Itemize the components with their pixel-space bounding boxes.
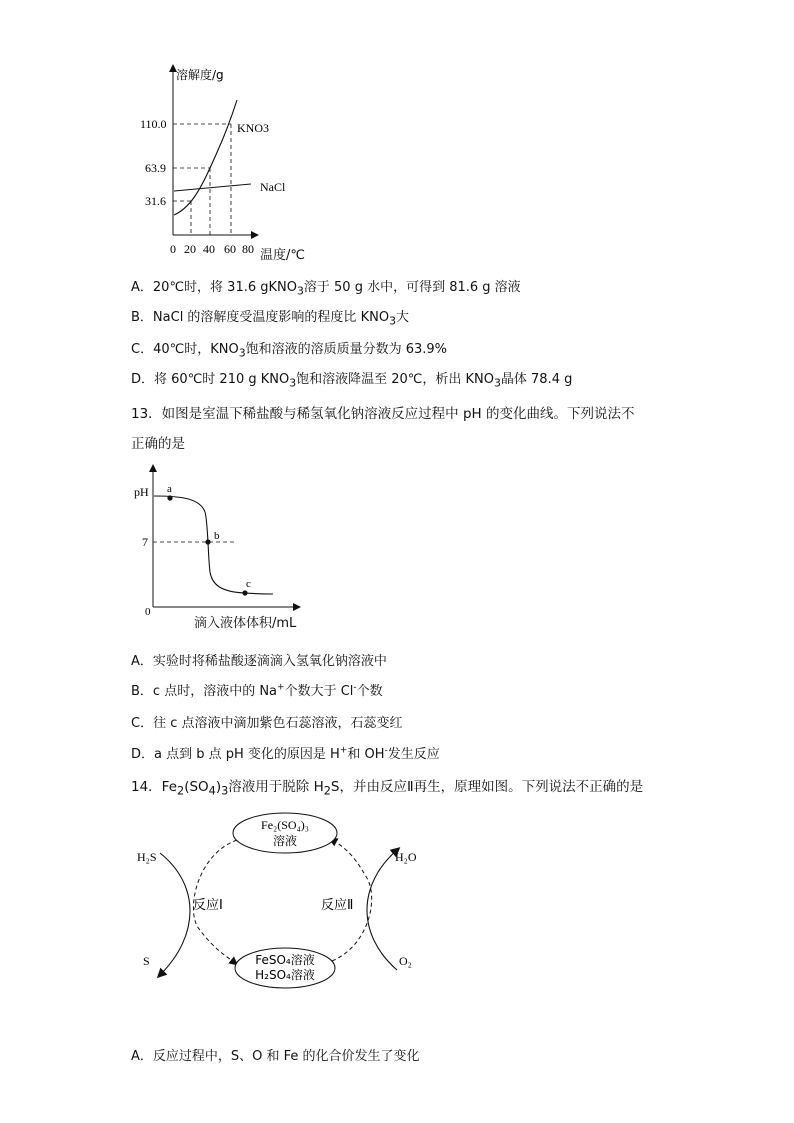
q12-option-c: C．40℃时，$KNO_3$饱和溶液的溶质质量分数为 63.9% <box>131 342 448 360</box>
origin-label: 0 <box>145 606 151 618</box>
solid-arc-left <box>160 853 190 975</box>
x-tick: 0 <box>170 242 176 256</box>
q13-stem-line1: 13．如图是室温下稀盐酸与稀氢氧化钠溶液反应过程中 pH 的变化曲线。下列说法不 <box>131 406 635 422</box>
ph-chart <box>130 462 310 637</box>
solid-arc-right <box>367 850 397 970</box>
y-tick-7: 7 <box>142 535 148 549</box>
point-a <box>167 495 172 500</box>
x-axis-label: 温度/℃ <box>260 248 305 263</box>
ph-x-axis-label: 滴入液体体积/mL <box>194 616 297 631</box>
reaction-2-label: 反应Ⅱ <box>321 898 354 913</box>
left-output: S <box>143 954 150 968</box>
point-label-c: c <box>246 578 251 590</box>
q13-option-c: C．往 c 点溶液中滴加紫色石蕊溶液，石蕊变红 <box>131 716 403 731</box>
q12-option-b: B．NaCl 的溶解度受温度影响的程度比 $KNO_3$大 <box>131 310 409 328</box>
q13-option-b: B．c 点时，溶液中的 Na+个数大于 Cl-个数 <box>131 682 383 699</box>
y-axis-label: 溶解度/g <box>176 68 224 82</box>
bottom-ellipse-line1: FeSO₄溶液 <box>255 953 315 967</box>
bottom-ellipse-line2: H₂SO₄溶液 <box>255 968 315 982</box>
q14-option-a: A．反应过程中，S、O 和 Fe 的化合价发生了变化 <box>131 1049 420 1064</box>
q13-option-d: D．a 点到 b 点 pH 变化的原因是 H+和 OH-发生反应 <box>131 745 440 762</box>
series-label-nacl: NaCl <box>260 180 286 194</box>
x-tick: 20 <box>184 242 196 256</box>
q14-stem: 14．$Fe_2(SO_4)_3$溶液用于脱除 $H_2S$，并由反应Ⅱ再生，原理如图。下列说法不正确的是 <box>131 779 644 798</box>
y-tick: 31.6 <box>145 194 166 208</box>
q13-option-a: A．实验时将稀盐酸逐滴滴入氢氧化钠溶液中 <box>131 654 387 669</box>
y-tick: 63.9 <box>145 161 166 175</box>
point-label-a: a <box>167 483 172 495</box>
point-label-b: b <box>214 530 220 542</box>
left-input: H₂S <box>137 850 157 864</box>
reaction-1-label: 反应Ⅰ <box>193 898 223 913</box>
q13-stem-line2: 正确的是 <box>131 436 185 452</box>
top-ellipse-line2: 溶液 <box>272 834 298 848</box>
ph-curve <box>154 496 273 594</box>
solubility-chart <box>140 60 320 270</box>
point-c <box>242 590 247 595</box>
q12-option-a: A．20℃时，将 31.6 gKNO$_3$溶于 50 g 水中，可得到 81.6 g 溶液 <box>131 280 521 298</box>
kno3-curve <box>174 100 237 215</box>
right-output: H₂O <box>395 850 417 864</box>
y-axis-label: pH <box>134 485 149 499</box>
nacl-line <box>174 184 251 191</box>
right-input: O₂ <box>399 954 412 968</box>
top-ellipse-line1: Fe₂(SO₄)₃ <box>261 818 309 832</box>
cycle-diagram <box>125 805 445 1005</box>
y-tick: 110.0 <box>140 117 167 131</box>
series-label-kno3: KNO3 <box>237 121 269 135</box>
x-tick: 40 <box>203 242 215 256</box>
q12-option-d: D．将 60℃时 210 g $KNO_3$饱和溶液降温至 20℃，析出 $KNO_3$晶体 78.4 g <box>131 372 573 390</box>
x-tick: 80 <box>242 242 254 256</box>
x-tick: 60 <box>224 242 236 256</box>
point-b <box>205 539 210 544</box>
